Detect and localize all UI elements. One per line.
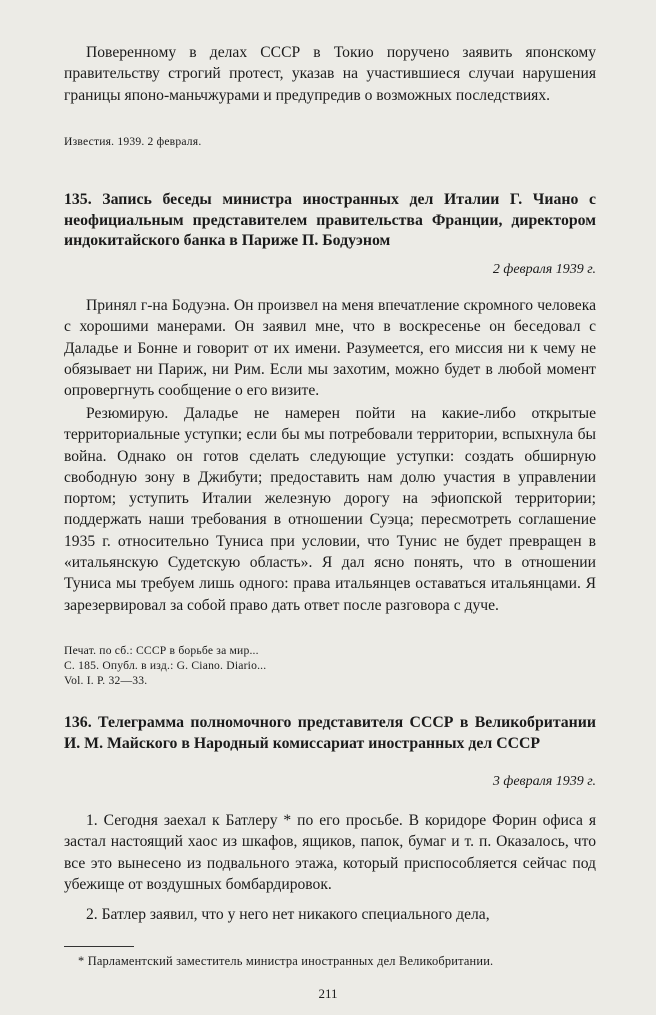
doc136-date: 3 февраля 1939 г.: [492, 774, 596, 789]
doc136-title: 136. Телеграмма полномочного представителя СССР в Великобритании И. М. Майского в Народный комиссариат иностранных дел СССР: [64, 714, 596, 752]
top-paragraph: Повереннoму в делах СССР в Токио поручено заявить японскому правительству строгий протест, указав на участившиеся случаи нарушения границы японо-маньчжурами и предупредив о возможных последствиях.: [64, 44, 596, 104]
doc135-paragraph-1: Принял г-на Бодуэна. Он произвел на меня впечатление скромного человека с хорошими манерами. Он заявил мне, что в воскресенье он беседовал с Даладье и Бонне и говорит от их имени. Разумеется, его миссия ни к чему не обязывает ни Париж, ни Рим. Если мы захотим, можно будет в любой момент опровергнуть сообщение о его визите.: [64, 297, 596, 400]
footnote-divider: [64, 946, 134, 947]
doc136-paragraph-1: 1. Сегодня заехал к Батлеру * по его просьбе. В коридоре Форин офиса я застал настоящий хаос из шкафов, ящиков, папок, бумаг и т. п. Оказалось, что все это вынесено из подвального этажа, который приспособляется сейчас под убежище от воздушных бомбардировок.: [64, 812, 596, 893]
doc135-title: 135. Запись беседы министра иностранных дел Италии Г. Чиано с неофициальным представителем правительства Франции, директором индокитайского банка в Париже П. Бодуэном: [64, 191, 596, 249]
doc135-source-2: С. 185. Опубл. в изд.: G. Ciano. Diario...: [64, 659, 267, 672]
footnote: * Парламентский заместитель министра иностранных дел Великобритании.: [78, 954, 494, 968]
top-source: Известия. 1939. 2 февраля.: [64, 135, 202, 148]
page-number: 211: [318, 986, 338, 1001]
doc136-paragraph-2: 2. Батлер заявил, что у него нет никакого специального дела,: [86, 906, 490, 923]
doc135-paragraph-2: Резюмирую. Даладье не намерен пойти на какие-либо открытые территориальные уступки; если бы мы потребовали территории, вспыхнула бы война. Однако он готов сделать следующие уступки: создать обширную свободную зону в Джибути; предоставить нам долю участия в управлении портом; уступить Италии железную дорогу на эфиопской территории; поддержать наши требования в отношении Суэца; пересмотреть соглашение 1935 г. относительно Туниса при условии, что Тунис не будет превращен в «итальянскую Судетскую область». Я дал ясно понять, что в отношении Туниса мы требуем лишь одного: права итальянцев оставаться итальянцами. Я зарезервировал за собой право дать ответ после разговора с дуче.: [64, 405, 596, 614]
doc135-source-1: Печат. по сб.: СССР в борьбе за мир...: [64, 644, 259, 657]
doc135-source-3: Vol. I. P. 32—33.: [64, 674, 148, 687]
doc135-date: 2 февраля 1939 г.: [492, 262, 596, 277]
